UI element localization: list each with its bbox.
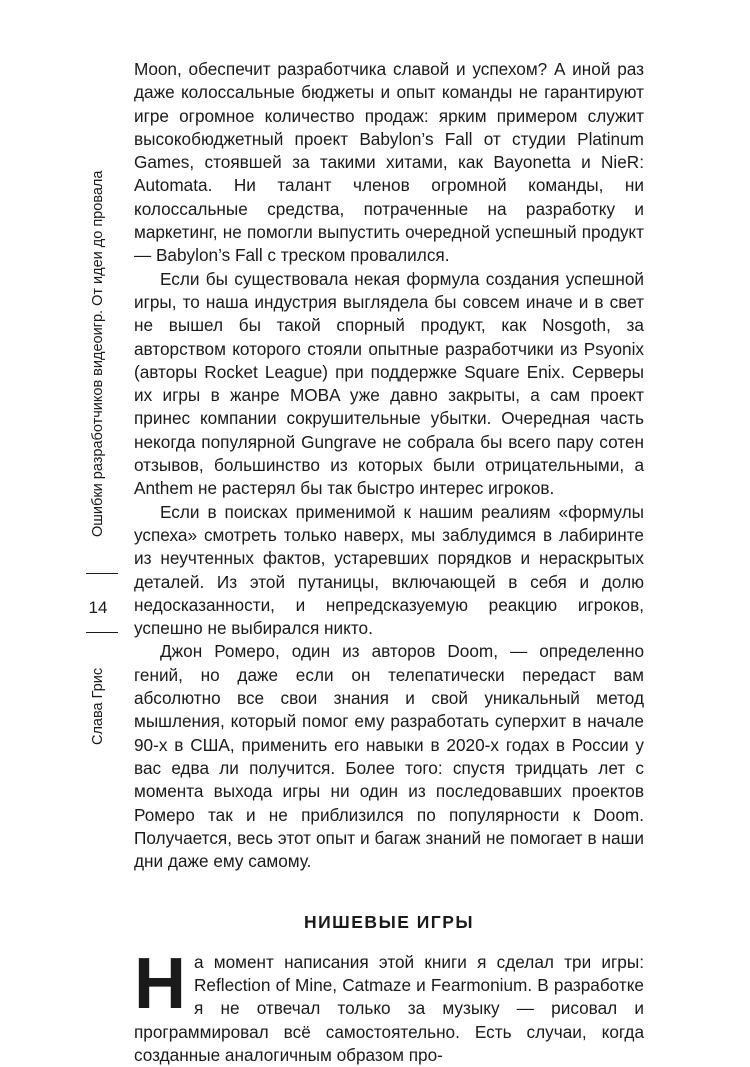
section-heading: НИШЕВЫЕ ИГРЫ: [303, 912, 475, 933]
page-body: [134, 58, 644, 1067]
book-title: Ошибки разработчиков видеоигр. От идеи до провала: [90, 170, 106, 537]
paragraph: Moon, обеспечит разработчика славой и успехом? А иной раз даже колоссальные бюджеты и опыт команды не гарантируют игре огромное количество продаж: ярким примером служит высокобюджетный проект Babylon’s Fall от студии Platinum Games, стоявшей за такими хитами, как Bayonetta и NieR: Automata. Ни талант членов огромной команды, ни колоссальные средства, потраченные на разработку и маркетинг, не помогли выпустить очередной успешный продукт — Babylon’s Fall с треском провалился.: [134, 59, 644, 266]
drop-cap: Н: [134, 943, 186, 1024]
page-number: 14: [88, 598, 108, 617]
header-divider-bottom: [86, 632, 118, 633]
author-name: Слава Грис: [90, 667, 106, 745]
section-first-paragraph: [134, 943, 644, 1067]
running-header: [78, 170, 118, 745]
paragraph: Джон Ромеро, один из авторов Doom, — определенно гений, но даже если он телепатически передаст вам абсолютно все свои знания и свой уникальный метод мышления, который помог ему разработать суперхит в начале 90-х в США, применить его навыки в 2020-х годах в России у вас едва ли получится. Более того: спустя тридцать лет с момента выхода игры ни один из последовавших проектов Ромеро так и не приблизился по популярности к Doom. Получается, весь этот опыт и багаж знаний не помогает в наши дни даже ему самому.: [134, 641, 644, 872]
paragraph: Если бы существовала некая формула создания успешной игры, то наша индустрия выглядела бы совсем иначе и в свет не вышел бы такой спорный продукт, как Nosgoth, за авторством которого стояли опытные разработчики из Psyonix (авторы Rocket League) при поддержке Square Enix. Серверы их игры в жанре MOBA уже давно закрыты, а сам проект принес компании сокрушительные убытки. Очередная часть некогда популярной Gungrave не собрала бы всего пару сотен отзывов, большинство из которых были отрицательными, а Anthem не растерял бы так быстро интерес игроков.: [134, 268, 644, 499]
section-first-paragraph-text: а момент написания этой книги я сделал три игры: Reflection of Mine, Catmaze и Fearmonium. В разработке я не отвечал только за музыку — рисовал и программировал всё самостоятельно. Есть случаи, когда созданные аналогичным образом про-: [134, 951, 644, 1065]
header-divider-top: [86, 573, 118, 574]
paragraph: Если в поисках применимой к нашим реалиям «формулы успеха» смотреть только наверх, мы заблудимся в лабиринте из неучтенных фактов, устаревших порядков и нераскрытых деталей. Из этой путаницы, включающей в себя и долю недосказанности, и непредсказуемую реакцию игроков, успешно не выбирался никто.: [134, 501, 644, 639]
